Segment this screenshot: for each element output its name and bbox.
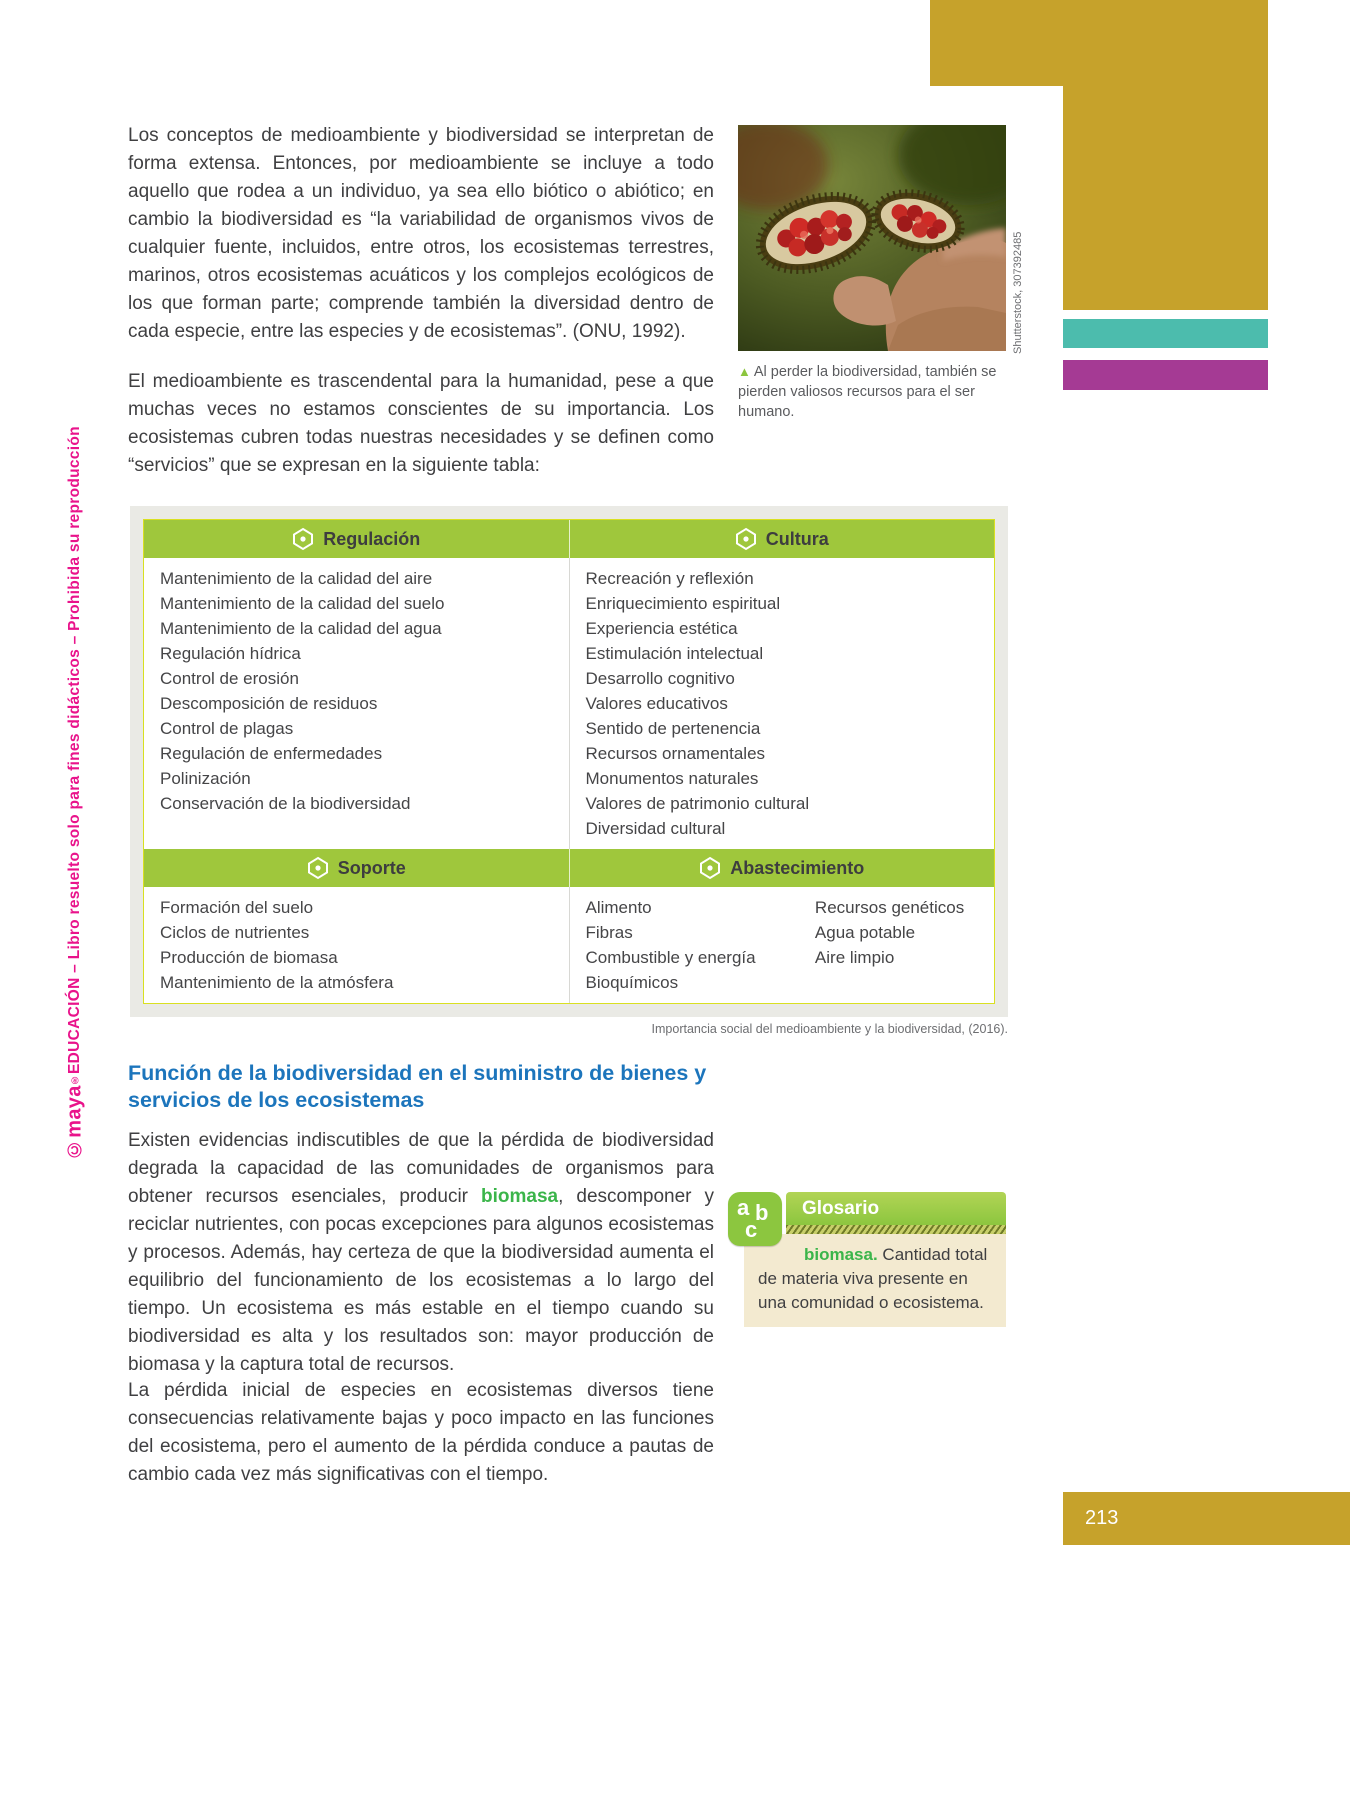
table-item: Conservación de la biodiversidad [160, 794, 411, 813]
triangle-up-icon: ▲ [738, 364, 751, 379]
hexagon-icon [735, 527, 757, 551]
table-item: Valores de patrimonio cultural [585, 794, 810, 813]
table-item: Combustible y energía [585, 948, 756, 967]
paragraph-text: Existen evidencias indiscutibles de que la pérdida de biodiversidad degrada la capacidad de las comunidades de organismos para obtener recursos esenciales, producir [128, 1130, 714, 1207]
photo-caption [738, 362, 1012, 422]
table-item: Mantenimiento de la calidad del agua [160, 619, 442, 638]
table-item: Polinización [160, 769, 251, 788]
table-header-soporte [144, 849, 569, 887]
section-heading: Función de la biodiversidad en el suministro de bienes y servicios de los ecosistemas [128, 1061, 707, 1112]
table-item: Mantenimiento de la calidad del aire [160, 569, 433, 588]
table-cell-abastecimiento [569, 887, 995, 1003]
abastecimiento-column-2 [815, 895, 988, 995]
services-table-panel [130, 506, 1008, 1017]
table-item: Mantenimiento de la atmósfera [160, 973, 394, 992]
table-header-label: Regulación [323, 528, 421, 549]
decor-gold-side-bar [1063, 0, 1268, 310]
hexagon-icon [699, 856, 721, 880]
glossary-definition-text: Cantidad total de materia viva presente en una comunidad o ecosistema. [758, 1245, 988, 1312]
table-item: Recursos genéticos [814, 898, 965, 917]
table-cell-soporte [144, 887, 569, 1003]
table-header-row-1 [144, 520, 994, 558]
photo-caption-text: Al perder la biodiversidad, también se pierden valiosos recursos para el ser humano. [738, 364, 997, 420]
table-item: Sentido de pertenencia [585, 719, 761, 738]
table-item: Control de erosión [160, 669, 299, 688]
glossary-term-link: biomasa [481, 1186, 559, 1207]
glossary-title: Glosario [786, 1192, 1006, 1225]
table-item: Regulación hídrica [160, 644, 301, 663]
glossary-term: biomasa. [804, 1245, 878, 1264]
icon-letter: b [755, 1200, 769, 1225]
table-header-label: Abastecimiento [730, 857, 865, 878]
table-item: Desarrollo cognitivo [585, 669, 735, 688]
copyright-vertical-strip [54, 415, 96, 1160]
table-item: Fibras [585, 923, 633, 942]
table-item: Regulación de enfermedades [160, 744, 383, 763]
table-body-row-2 [144, 887, 994, 1003]
table-item: Control de plagas [160, 719, 294, 738]
table-item: Enriquecimiento espiritual [585, 594, 781, 613]
services-table [143, 519, 995, 1004]
table-item: Ciclos de nutrientes [160, 923, 310, 942]
table-item: Recursos ornamentales [585, 744, 766, 763]
achiote-fruit-illustration [738, 125, 1006, 351]
page-number: 213 [1085, 1507, 1119, 1529]
table-item: Diversidad cultural [585, 819, 726, 838]
closing-paragraph: La pérdida inicial de especies en ecosistemas diversos tiene consecuencias relativamente bajas y poco impacto en las funciones del ecosistema, pero el aumento de la pérdida conduce a pautas de cambio cada vez más significativas con el tiempo. [128, 1380, 714, 1485]
photo-credit: Shutterstock, 307392485 [1012, 231, 1024, 354]
table-item: Recreación y reflexión [585, 569, 754, 588]
table-item: Valores educativos [585, 694, 728, 713]
table-cell-regulacion [144, 558, 569, 849]
glossary-definition [744, 1234, 1006, 1327]
table-header-label: Soporte [337, 857, 406, 878]
table-item: Bioquímicos [585, 973, 679, 992]
table-header-abastecimiento [569, 849, 995, 887]
table-item: Experiencia estética [585, 619, 738, 638]
table-item: Descomposición de residuos [160, 694, 378, 713]
table-body-row-1 [144, 558, 994, 849]
glossary-box [728, 1192, 1006, 1327]
table-header-regulacion [144, 520, 569, 558]
table-item: Mantenimiento de la calidad del suelo [160, 594, 445, 613]
paragraph-text: , descomponer y reciclar nutrientes, con pocas excepciones para algunos ecosistemas y procesos. Además, hay certeza de que la biodiversidad aumenta el equilibrio del funcionamiento de los ecosistemas a lo largo del tiempo. Un ecosistema es más estable en el tiempo cuando su biodiversidad es alta y los resultados son: mayor producción de biomasa y la captura total de recursos. [128, 1186, 714, 1375]
intro-paragraph-1: Los conceptos de medioambiente y biodiversidad se interpretan de forma extensa. Entonces, por medioambiente se incluye a todo aquello que rodea a un individuo, ya sea ello biótico o abiótico; en cambio la biodiversidad es “la variabilidad de organismos vivos de cualquier fuente, incluidos, entre otros, los ecosistemas terrestres, marinos, otros ecosistemas acuáticos y los complejos ecológicos de los que forman parte; comprende también la diversidad dentro de cada especie, entre las especies y de ecosistemas”. (ONU, 1992). [128, 125, 714, 342]
glossary-hatch-strip [786, 1225, 1006, 1234]
table-item: Estimulación intelectual [585, 644, 764, 663]
intro-paragraph-2: El medioambiente es trascendental para la humanidad, pese a que muchas veces no estamos conscientes de su importancia. Los ecosistemas cubren todas nuestras necesidades y se definen como “servicios” que se expresan en la siguiente tabla: [128, 371, 714, 476]
table-item: Alimento [585, 898, 652, 917]
biodiversity-photo [738, 125, 1006, 351]
hexagon-icon [307, 856, 329, 880]
icon-letter: c [745, 1217, 758, 1242]
copyright-note: EDUCACIÓN – Libro resuelto solo para fines didácticos – Prohibida su reproducción [66, 426, 83, 1075]
table-item: Formación del suelo [160, 898, 314, 917]
registered-mark: ® [69, 1074, 81, 1086]
icon-letter: a [737, 1195, 750, 1220]
abc-tile-icon [728, 1192, 782, 1246]
hexagon-icon [292, 527, 314, 551]
table-cell-cultura [569, 558, 995, 849]
table-header-row-2 [144, 849, 994, 887]
biodiversity-paragraph [128, 1127, 714, 1379]
table-item: Monumentos naturales [585, 769, 759, 788]
publisher-logo: ©maya [63, 1085, 86, 1160]
table-item: Agua potable [814, 923, 916, 942]
table-source-caption: Importancia social del medioambiente y la biodiversidad, (2016). [651, 1022, 1008, 1036]
abastecimiento-column-1 [586, 895, 815, 995]
decor-teal-bar [1063, 319, 1268, 348]
decor-magenta-bar [1063, 360, 1268, 390]
table-item: Aire limpio [814, 948, 895, 967]
page-number-tab [1063, 1492, 1350, 1545]
table-header-label: Cultura [765, 528, 829, 549]
table-item: Producción de biomasa [160, 948, 338, 967]
table-header-cultura [569, 520, 995, 558]
